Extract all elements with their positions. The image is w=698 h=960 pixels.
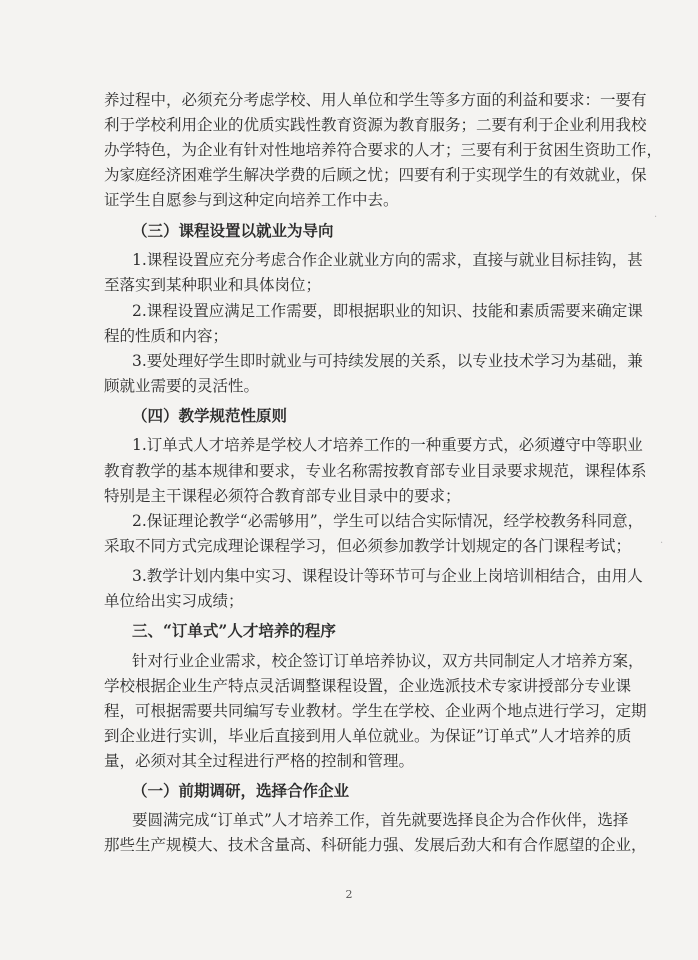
text-line: 1.课程设置应充分考虑合作企业就业方向的需求，直接与就业目标挂钩，甚 — [132, 251, 643, 269]
text-line: 学校根据企业生产特点灵活调整课程设置，企业选派技术专家讲授部分专业课 — [104, 677, 632, 695]
text-line: 证学生自愿参与到这种定向培养工作中去。 — [104, 191, 399, 209]
text-line: 1.订单式人才培养是学校人才培养工作的一种重要方式，必须遵守中等职业 — [132, 436, 643, 454]
text-line: 2.保证理论教学“必需够用”，学生可以结合实际情况，经学校教务科同意， — [132, 512, 644, 530]
section-heading: （一）前期调研，选择合作企业 — [132, 781, 350, 800]
text-line: 那些生产规模大、技术含量高、科研能力强、发展后劲大和有合作愿望的企业， — [104, 836, 647, 854]
text-line: 3.教学计划内集中实习、课程设计等环节可与企业上岗培训相结合，由用人 — [132, 567, 643, 585]
text-line: 程的性质和内容； — [104, 327, 229, 345]
scan-speck-mark: · — [654, 212, 658, 223]
text-line: 教育教学的基本规律和要求，专业名称需按教育部专业目录要求规范，课程体系 — [104, 462, 647, 480]
section-heading: 三、“订单式”人才培养的程序 — [132, 621, 336, 640]
text-line: 3.要处理好学生即时就业与可持续发展的关系，以专业技术学习为基础，兼 — [132, 352, 643, 370]
text-line: 到企业进行实训，毕业后直接到用人单位就业。为保证”订单式”人才培养的质 — [104, 727, 632, 745]
text-line: 办学特色，为企业有针对性地培养符合要求的人才；三要有利于贫困生资助工作， — [104, 141, 663, 159]
text-line: 针对行业企业需求，校企签订订单培养协议，双方共同制定人才培养方案， — [132, 652, 644, 670]
text-line: 为家庭经济困难学生解决学费的后顾之忧；四要有利于实现学生的有效就业，保 — [104, 166, 647, 184]
section-heading: （四）教学规范性原则 — [132, 406, 288, 425]
text-line: 特别是主干课程必须符合教育部专业目录中的要求； — [104, 487, 461, 505]
text-line: 2.课程设置应满足工作需要，即根据职业的知识、技能和素质需要来确定课 — [132, 302, 643, 320]
text-line: 顾就业需要的灵活性。 — [104, 377, 260, 395]
text-line: 单位给出实习成绩； — [104, 592, 244, 610]
text-line: 至落实到某种职业和具体岗位； — [104, 276, 322, 294]
text-line: 量，必须对其全过程进行严格的控制和管理。 — [104, 752, 415, 770]
text-line: 采取不同方式完成理论课程学习，但必须参加教学计划规定的各门课程考试； — [104, 537, 632, 555]
text-line: 利于学校利用企业的优质实践性教育资源为教育服务；二要有利于企业利用我校 — [104, 116, 647, 134]
page-number: 2 — [345, 888, 353, 901]
scan-speck-mark: · — [660, 538, 664, 549]
text-line: 程，可根据需要共同编写专业教材。学生在学校、企业两个地点进行学习，定期 — [104, 702, 647, 720]
text-line: 养过程中，必须充分考虑学校、用人单位和学生等多方面的利益和要求：一要有 — [104, 91, 647, 109]
text-line: 要圆满完成“订单式”人才培养工作，首先就要选择良企为合作伙伴，选择 — [132, 811, 629, 829]
section-heading: （三）课程设置以就业为导向 — [132, 221, 334, 240]
